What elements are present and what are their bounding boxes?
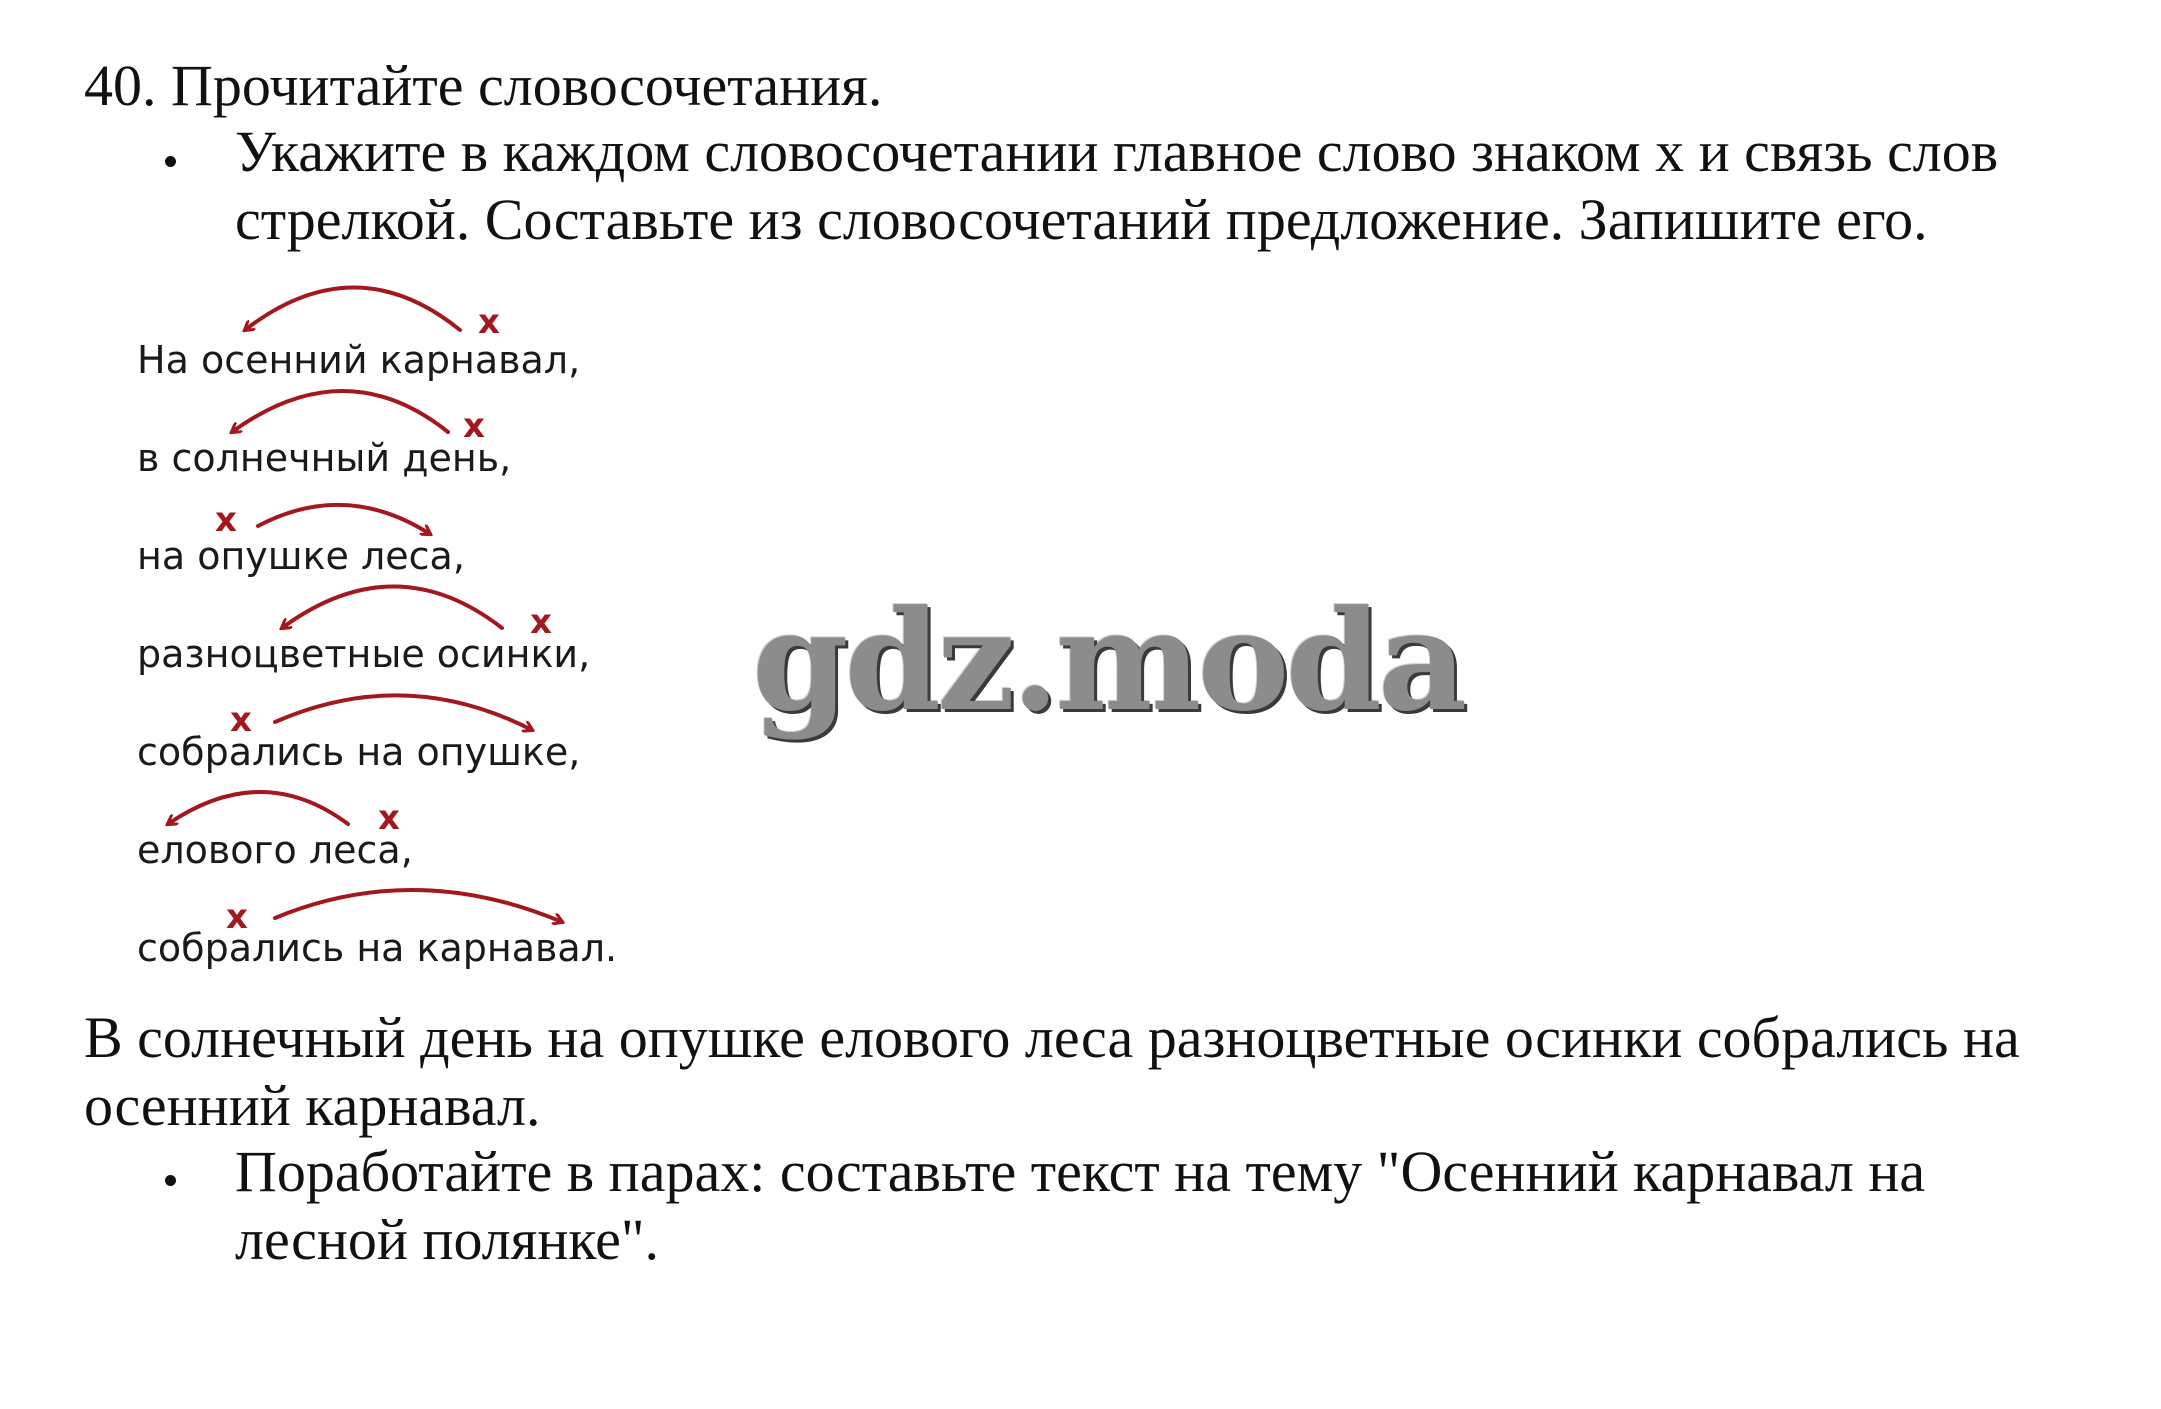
- task1-line1: Укажите в каждом словосочетании главное слово знаком х и связь слов: [235, 119, 1999, 184]
- main-word-marker-4: x: [530, 602, 552, 642]
- arrow-2: [232, 391, 448, 432]
- arrow-1: [245, 288, 460, 331]
- phrase-6: елового леса,: [137, 828, 413, 872]
- arrow-7: [275, 890, 562, 922]
- arrow-5: [275, 695, 532, 730]
- main-word-marker-5: x: [230, 700, 252, 740]
- answer-line1: В солнечный день на опушке елового леса разноцветные осинки собрались на: [84, 1005, 2020, 1070]
- phrase-3: на опушке леса,: [137, 534, 465, 578]
- answer-line2: осенний карнавал.: [84, 1073, 541, 1138]
- main-word-marker-2: x: [463, 406, 485, 446]
- task2-line1: Поработайте в парах: составьте текст на тему "Осенний карнавал на: [235, 1139, 1926, 1204]
- main-word-marker-7: x: [226, 897, 248, 937]
- phrase-5: собрались на опушке,: [137, 730, 581, 774]
- exercise-title: 40. Прочитайте словосочетания.: [84, 53, 883, 118]
- task2-bullet: [165, 1175, 176, 1186]
- task1-bullet: [165, 156, 176, 167]
- watermark: gdz.moda: [752, 579, 1464, 742]
- phrase-7: собрались на карнавал.: [137, 926, 618, 970]
- arrow-6: [168, 792, 348, 824]
- phrase-2: в солнечный день,: [137, 436, 512, 480]
- phrase-1: На осенний карнавал,: [137, 338, 581, 382]
- main-word-marker-6: x: [378, 798, 400, 838]
- arrow-4: [282, 587, 502, 629]
- phrase-4: разноцветные осинки,: [137, 632, 591, 676]
- main-word-marker-1: x: [478, 302, 500, 342]
- main-word-marker-3: x: [215, 500, 237, 540]
- task1-line2: стрелкой. Составьте из словосочетаний предложение. Запишите его.: [235, 187, 1928, 252]
- task2-line2: лесной полянке".: [235, 1207, 660, 1272]
- arrow-3: [258, 505, 430, 534]
